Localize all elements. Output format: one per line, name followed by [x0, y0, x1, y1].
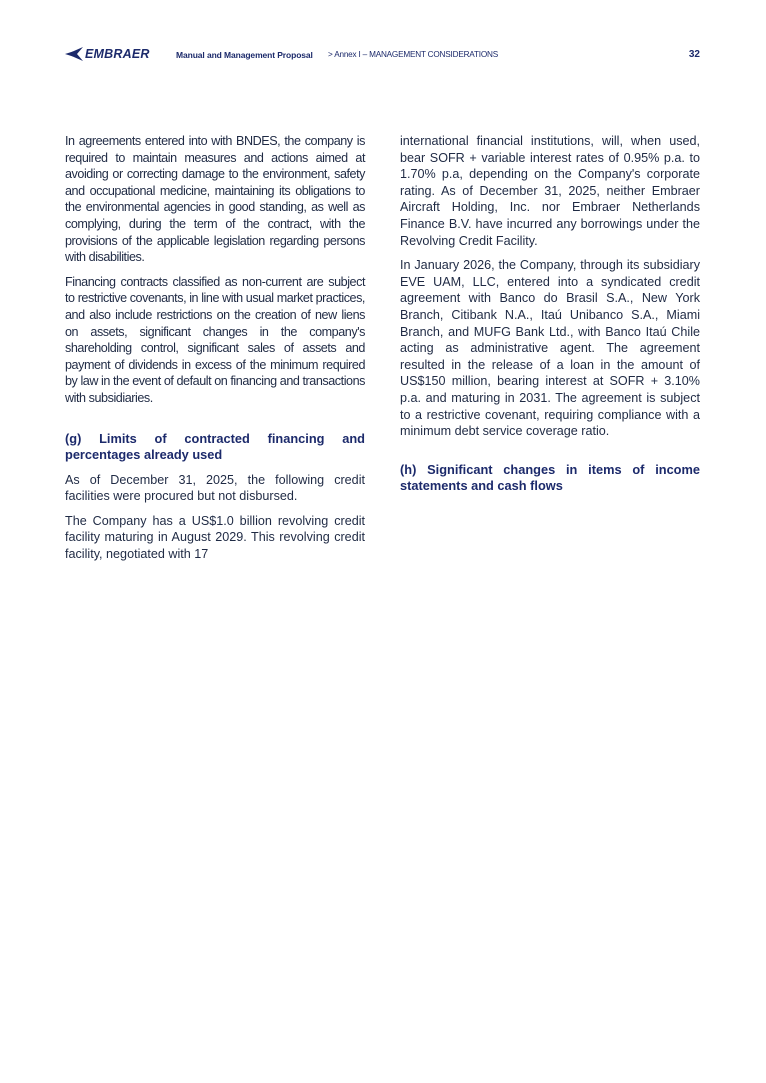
paragraph-eve-credit-agreement: In January 2026, the Company, through its subsidiary EVE UAM, LLC, entered into a syndicated credit agreement with Banco do Brasil S.A., New York Branch, Citibank N.A., Itaú Unibanco S.A., Miami Branch, and MUFG Bank Ltd., with Banco Itaú Chile acting as administrative agent. The agreement resulted in the release of a loan in the amount of US$150 million, bearing interest at SOFR + 3.10% p.a. and maturing in 2031. The agreement is subject to a restrictive covenant, requiring compliance with a minimum debt service coverage ratio. [400, 258, 700, 439]
page-header [64, 44, 700, 66]
paragraph-bndes-agreements: In agreements entered into with BNDES, the company is required to maintain measures and actions aimed at avoiding or correcting damage to the environment, safety and occupational medicine, maintaining its obligations to the environmental agencies in good standing, as well as complying, during the term of the contract, with the provisions of the applicable legislation regarding persons with disabilities. [65, 134, 365, 265]
document-title: Manual and Management Proposal [176, 50, 313, 60]
embraer-logo-icon [64, 46, 84, 62]
paragraph-credit-facilities: As of December 31, 2025, the following credit facilities were procured but not disbursed. [65, 472, 365, 504]
left-column [65, 133, 365, 571]
paragraph-revolving-facility-cont: international financial institutions, will, when used, bear SOFR + variable interest rates of 0.95% p.a. to 1.70% p.a, depending on the Company's corporate rating. As of December 31, 2025, neither Embraer Aircraft Holding, Inc. nor Embraer Netherlands Finance B.V. have incurred any borrowings under the Revolving Credit Facility. [400, 134, 700, 248]
paragraph-revolving-facility: The Company has a US$1.0 billion revolving credit facility maturing in August 2029. This revolving credit facility, negotiated with 17 [65, 513, 365, 562]
embraer-logo [64, 46, 150, 62]
section-heading-g: (g) Limits of contracted financing and percentages already used [65, 430, 365, 463]
logo-text: EMBRAER [85, 47, 150, 61]
right-column [400, 133, 700, 503]
page-number: 32 [688, 49, 700, 60]
section-heading-h: (h) Significant changes in items of income statements and cash flows [400, 461, 700, 494]
breadcrumb: > Annex I – MANAGEMENT CONSIDERATIONS [328, 50, 498, 59]
paragraph-restrictive-covenants: Financing contracts classified as non-current are subject to restrictive covenants, in line with usual market practices, and also include restrictions on the creation of new liens on assets, significant changes in the company's shareholding control, significant sales of assets and payment of dividends in excess of the minimum required by law in the event of default on financing and transactions with subsidiaries. [65, 274, 365, 405]
